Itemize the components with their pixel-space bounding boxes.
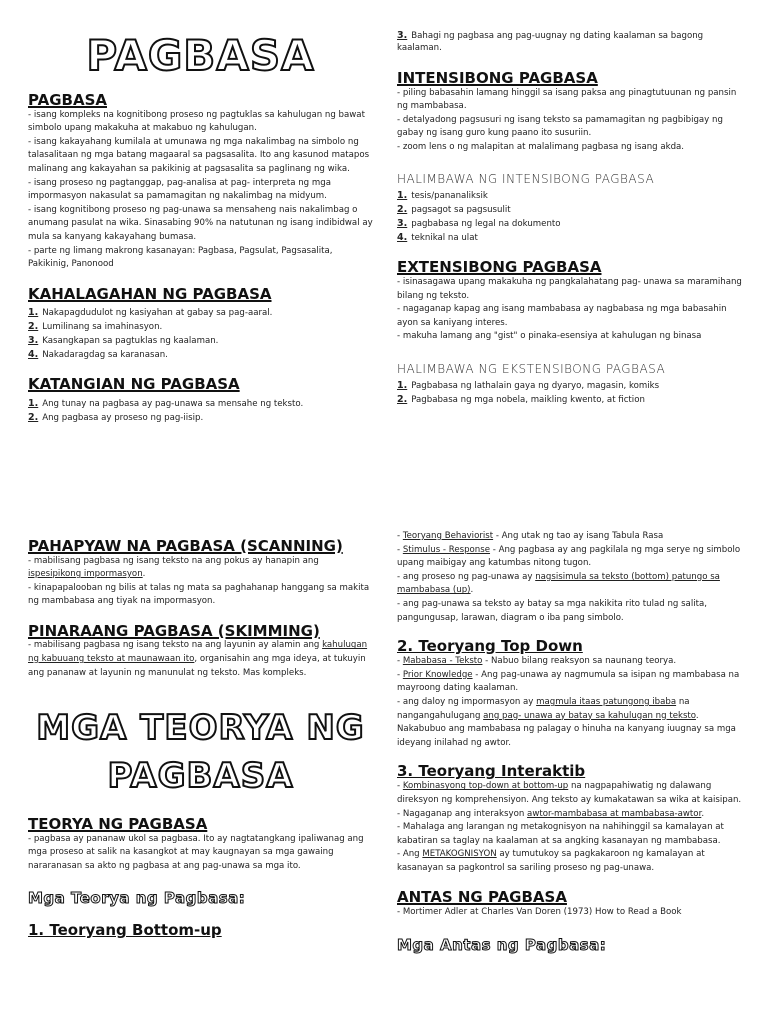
text-line: - makuha lamang ang "gist" o pinaka-esensiya at kahulugan ng binasa [397,331,702,342]
text-line: - isinasagawa upang makakuha ng pangkalahatang pag- unawa sa maramihang bilang ng teksto. [397,276,742,301]
behaviorist-line: - Teoryang Behaviorist - Ang utak ng tao ay isang Tabula Rasa [397,531,664,541]
heading-top-down: 2. Teoryang Top Down [397,637,583,656]
list-item: 4. Nakadaragdag sa karanasan. [28,349,168,361]
heading-bottom-up: 1. Teoryang Bottom-up [28,921,222,940]
heading-extensibong-pagbasa: EXTENSIBONG PAGBASA [397,258,602,277]
scanning-line-1: - mabilisang pagbasa ng isang teksto na ang pokus ay hanapin ang ispesipikong impormasyon. [28,555,319,580]
daloy-line: - ang daloy ng impormasyon ay magmula itaas patungong ibaba na nangangahulugang ang pag- unawa ay batay sa kahulugan ng teksto. Nakabubuo ang mambabasa ng palagay o hinuha na kanyang iuugnay sa mga ideyang inilahad ng awtor. [397,696,736,748]
section-scanning-skimming [28,530,373,939]
heading-katangian: KATANGIAN NG PAGBASA [28,375,240,394]
bottom-up-line: - ang proseso ng pag-unawa ay nagsisimula sa teksto (bottom) patungo sa mambabasa (up). [397,571,720,596]
heading-antas: ANTAS NG PAGBASA [397,888,567,907]
list-item: 3. Kasangkapan sa pagtuklas ng kaalaman. [28,335,219,347]
list-item: 2. Pagbabasa ng mga nobela, maikling kwento, at fiction [397,393,645,405]
section-pagbasa [28,30,373,425]
text-line: - isang kognitibong proseso ng pag-unawa sa mensaheng nais nakalimbag o anumang pasulat na wika. Sinasabing 90% na natutunan ng isang indibidwal ay mula sa kanyang kakayahang bumasa. [28,204,373,242]
heading-mga-antas: Mga Antas ng Pagbasa: [397,935,607,954]
list-item: 2. Lumilinang sa imahinasyon. [28,321,163,333]
list-item: 1. Pagbabasa ng lathalain gaya ng dyaryo, magasin, komiks [397,379,660,391]
katangian-list-continued [397,30,742,54]
kombinasyon-line: - Kombinasyong top-down at bottom-up na nagpapahiwatig ng dalawang direksyon ng komprehensiyon. Ang teksto ay kumakatawan sa wika at kaisipan. [397,781,742,805]
text-line: - isang proseso ng pagtanggap, pag-analisa at pag- interpreta ng mga impormasyon nakasulat sa pamamagitan ng nakalimbag na midyum. [28,177,331,202]
heading-interaktib: 3. Teoryang Interaktib [397,762,586,781]
mababasa-line: - Mababasa - Teksto - Nabuo bilang reaksyon sa naunang teorya. [397,656,677,667]
halimbawa-intensibo-list [397,189,742,245]
teorya-title: MGA TEORYA NG PAGBASA [36,708,365,797]
heading-mga-teorya: Mga Teorya ng Pagbasa: [28,889,246,908]
katangian-list [28,397,373,425]
antas-line: - Mortimer Adler at Charles Van Doren (1973) How to Read a Book [397,906,682,917]
list-item: 3. pagbabasa ng legal na dokumento [397,218,561,230]
text-line: - detalyadong pagsusuri ng isang teksto sa pamamagitan ng pagbibigay ng gabay ng isang guro kung paano ito susuriin. [397,114,723,139]
text-line: - isang kompleks na kognitibong proseso ng pagtuklas sa kahulugan ng bawat simbolo upang makakuha at makabuo ng kahulugan. [28,109,365,134]
section-intensibo-extensibo [397,30,742,407]
heading-skimming: PINARAANG PAGBASA (SKIMMING) [28,621,320,640]
kahalagahan-list [28,306,373,362]
heading-kahalagahan: KAHALAGAHAN NG PAGBASA [28,284,272,303]
metakognisyon-line: - Mahalaga ang larangan ng metakognisyon na nahihinggil sa kamalayan at kabatiran sa taglay na kaalaman at sa angking kasanayan ng mambabasa. [397,822,724,846]
teorya-line: - pagbasa ay pananaw ukol sa pagbasa. Ito ay nagtatangkang ipaliwanag ang mga proseso at salik na kasangkot at may kaugnayan sa mga gawaing nararanasan sa akto ng pagbasa at ang pag-unawa sa mga ito. [28,833,364,871]
heading-halimbawa-ekstensibo: HALIMBAWA NG EKSTENSIBONG PAGBASA [397,361,666,376]
scanning-line-2: - kinapapalooban ng bilis at talas ng mata sa paghahanap hanggang sa makita ng mambabasa ang tiyak na impormasyon. [28,582,370,607]
heading-scanning: PAHAPYAW NA PAGBASA (SCANNING) [28,537,343,555]
pagbasa-definitions [28,109,373,272]
halimbawa-ekstensibo-list [397,379,742,407]
heading-pagbasa: PAGBASA [28,91,107,110]
list-item: 2. Ang pagbasa ay proseso ng pag-iisip. [28,411,204,423]
text-line: - isang kakayahang kumilala at umunawa ng mga nakalimbag na simbolo ng talasalitaan ng mga batang magaaral sa pagsasalita. Ito ang kasunod matapos malinang ang kakayahan sa pakikinig at pagsasalita sa paglinang ng wika. [28,136,370,174]
section-teorya-details [397,530,742,954]
text-line: - parte ng limang makrong kasanayan: Pagbasa, Pagsulat, Pagsasalita, Pakikinig, Panonood [28,245,333,270]
list-item: 3. Bahagi ng pagbasa ang pag-uugnay ng dating kaalaman sa bagong kaalaman. [397,30,704,53]
text-line: - zoom lens o ng malapitan at malalimang pagbasa ng isang akda. [397,141,685,152]
list-item: 4. teknikal na ulat [397,232,478,244]
heading-halimbawa-intensibo: HALIMBAWA NG INTENSIBONG PAGBASA [397,172,655,187]
list-item: 1. tesis/pananaliksik [397,190,488,202]
stimulus-line: - Stimulus - Response - Ang pagbasa ay ang pagkilala ng mga serye ng simbolo upang maibigay ang katumbas nitong tugon. [397,544,741,569]
intensibo-lines [397,87,742,155]
interaksyon-line: - Nagaganap ang interaksyon awtor-mambabasa at mambabasa-awtor. [397,808,705,819]
list-item: 1. Ang tunay na pagbasa ay pag-unawa sa mensahe ng teksto. [28,397,304,409]
text-line: - nagaganap kapag ang isang mambabasa ay nagbabasa ng mga babasahin ayon sa kaniyang interes. [397,304,727,328]
extensibo-lines [397,276,742,344]
text-line: - piling babasahin lamang hinggil sa isang paksa ang pinagtutuunan ng pansin ng mambabasa. [397,87,737,112]
main-title: PAGBASA [86,31,315,80]
prior-knowledge-line: - Prior Knowledge - Ang pag-unawa ay nagmumula sa isipan ng mambabasa na mayroong dating kaalaman. [397,669,740,694]
heading-teorya: TEORYA NG PAGBASA [28,815,208,834]
pag-unawa-line: - ang pag-unawa sa teksto ay batay sa mga nakikita rito tulad ng salita, pangungusap, larawan, diagram o iba pang simbolo. [397,598,707,623]
skimming-line: - mabilisang pagbasa ng isang teksto na ang layunin ay alamin ang kahulugan ng kabuuang teksto at maunawaan ito, organisahin ang mga ideya, at tukuyin ang pananaw at layunin ng manunulat ng teksto. Mas kompleks. [28,640,368,678]
heading-intensibong-pagbasa: INTENSIBONG PAGBASA [397,69,598,87]
list-item: 1. Nakapagdudulot ng kasiyahan at gabay sa pag-aaral. [28,307,273,319]
metakognisyon-def-line: - Ang METAKOGNISYON ay tumutukoy sa pagkakaroon ng kamalayan at kasanayan sa pagkontrol sa sariling proseso ng pag-unawa. [397,849,705,873]
list-item: 2. pagsagot sa pagsusulit [397,204,511,216]
